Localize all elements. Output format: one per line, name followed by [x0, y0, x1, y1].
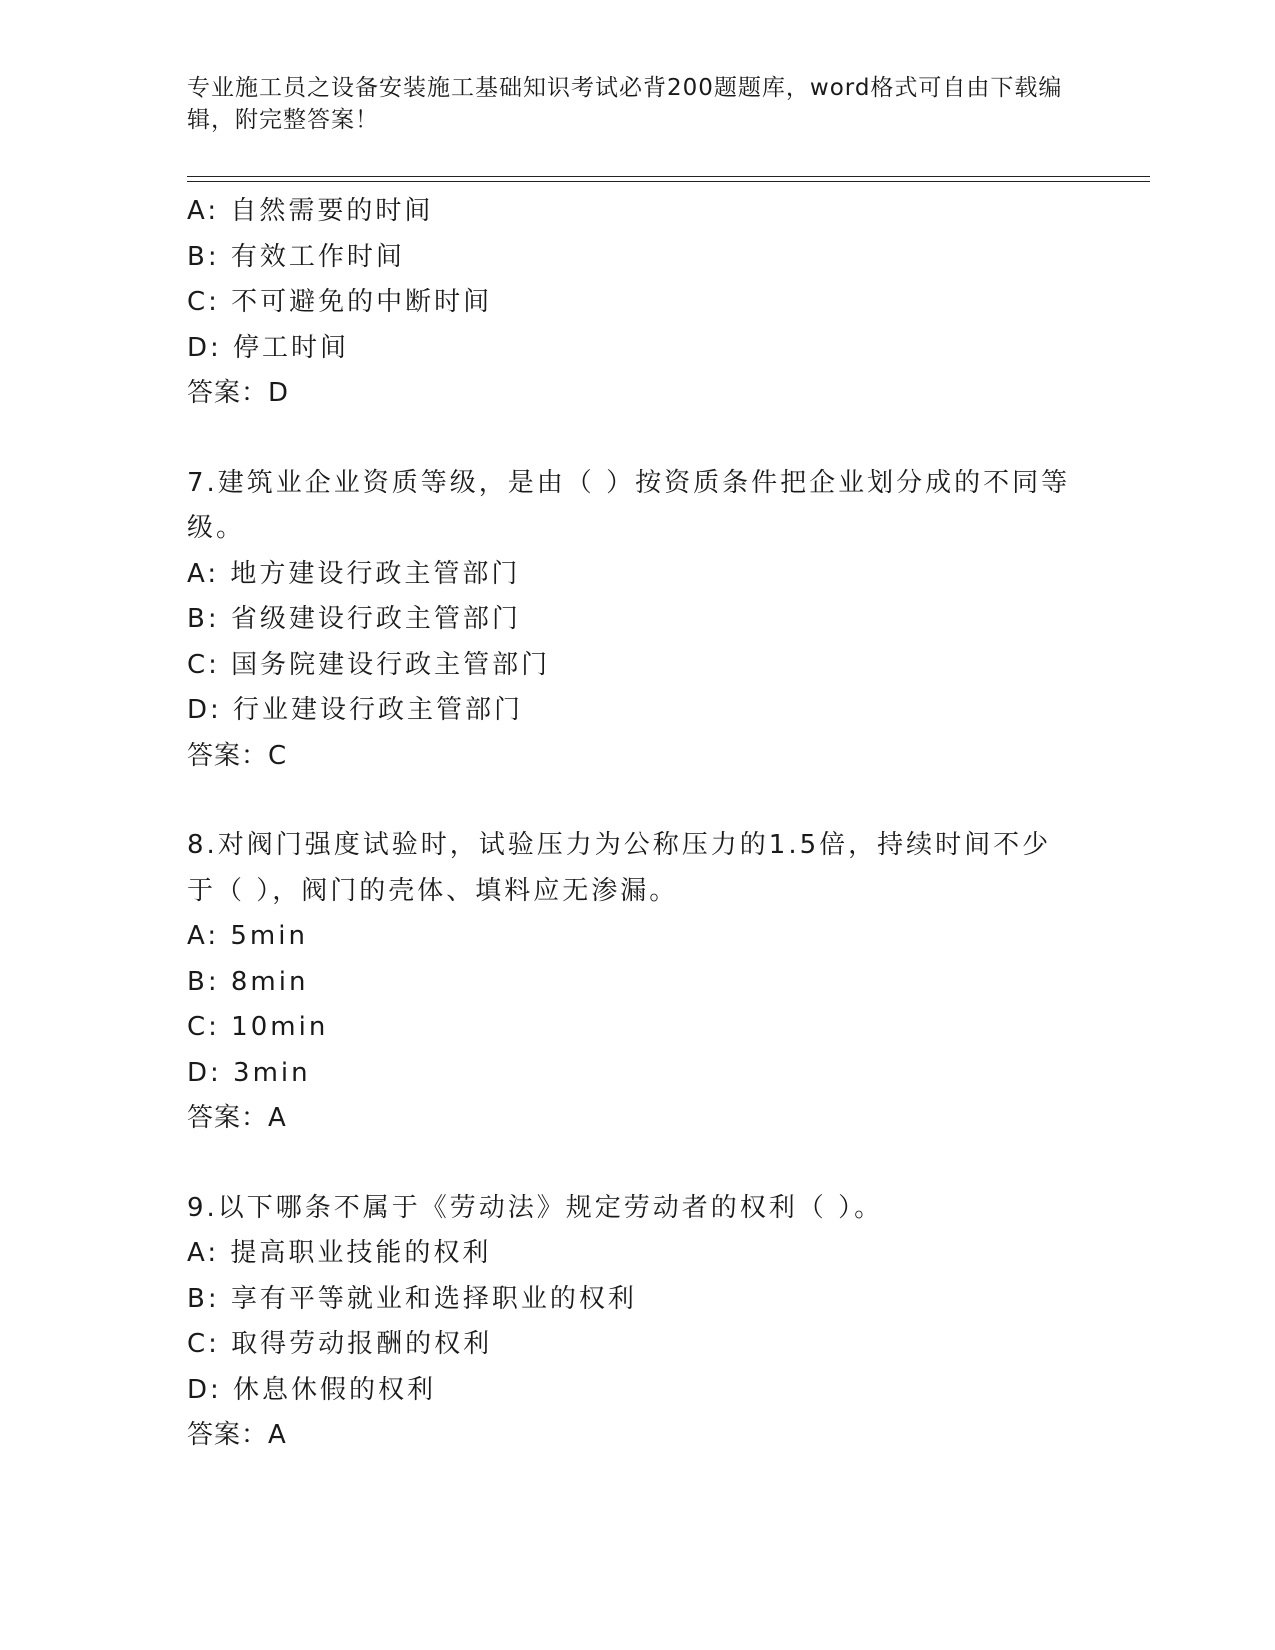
document-header: 专业施工员之设备安装施工基础知识考试必背200题题库，word格式可自由下载编辑，附完整答案！ [187, 75, 1063, 133]
option-d: D: 休息休假的权利 [187, 1374, 437, 1405]
question-stem-continued: 级。 [187, 513, 246, 543]
answer: 答案：A [187, 1103, 287, 1133]
question-9 [187, 1186, 1087, 1459]
question-8 [187, 823, 1087, 1142]
option-b: B: 享有平等就业和选择职业的权利 [187, 1283, 637, 1314]
answer: 答案：C [187, 740, 288, 771]
option-b: B: 有效工作时间 [187, 241, 405, 272]
option-a: A: 提高职业技能的权利 [187, 1238, 492, 1268]
option-a: A: 自然需要的时间 [187, 196, 434, 226]
question-stem-continued: 于（ ），阀门的壳体、填料应无渗漏。 [187, 875, 679, 906]
question-stem: 9.以下哪条不属于《劳动法》规定劳动者的权利（ ）。 [187, 1192, 884, 1223]
option-b: B: 8min [187, 966, 309, 997]
answer: 答案：D [187, 378, 290, 408]
question-6-continuation [187, 189, 1087, 417]
option-c: C: 10min [187, 1012, 329, 1042]
question-7 [187, 461, 1087, 780]
option-a: A: 5min [187, 921, 308, 951]
option-d: D: 停工时间 [187, 332, 350, 363]
question-list [187, 189, 1087, 1459]
question-stem: 7.建筑业企业资质等级，是由（ ）按资质条件把企业划分成的不同等 [187, 467, 1071, 498]
option-a: A: 地方建设行政主管部门 [187, 558, 521, 589]
option-c: C: 不可避免的中断时间 [187, 287, 493, 317]
option-d: D: 行业建设行政主管部门 [187, 695, 524, 725]
option-c: C: 国务院建设行政主管部门 [187, 649, 551, 680]
answer: 答案：A [187, 1420, 287, 1450]
option-b: B: 省级建设行政主管部门 [187, 604, 521, 634]
question-stem: 8.对阀门强度试验时，试验压力为公称压力的1.5倍，持续时间不少 [187, 830, 1052, 860]
option-c: C: 取得劳动报酬的权利 [187, 1329, 493, 1359]
option-d: D: 3min [187, 1057, 311, 1088]
header-divider [187, 176, 1150, 182]
